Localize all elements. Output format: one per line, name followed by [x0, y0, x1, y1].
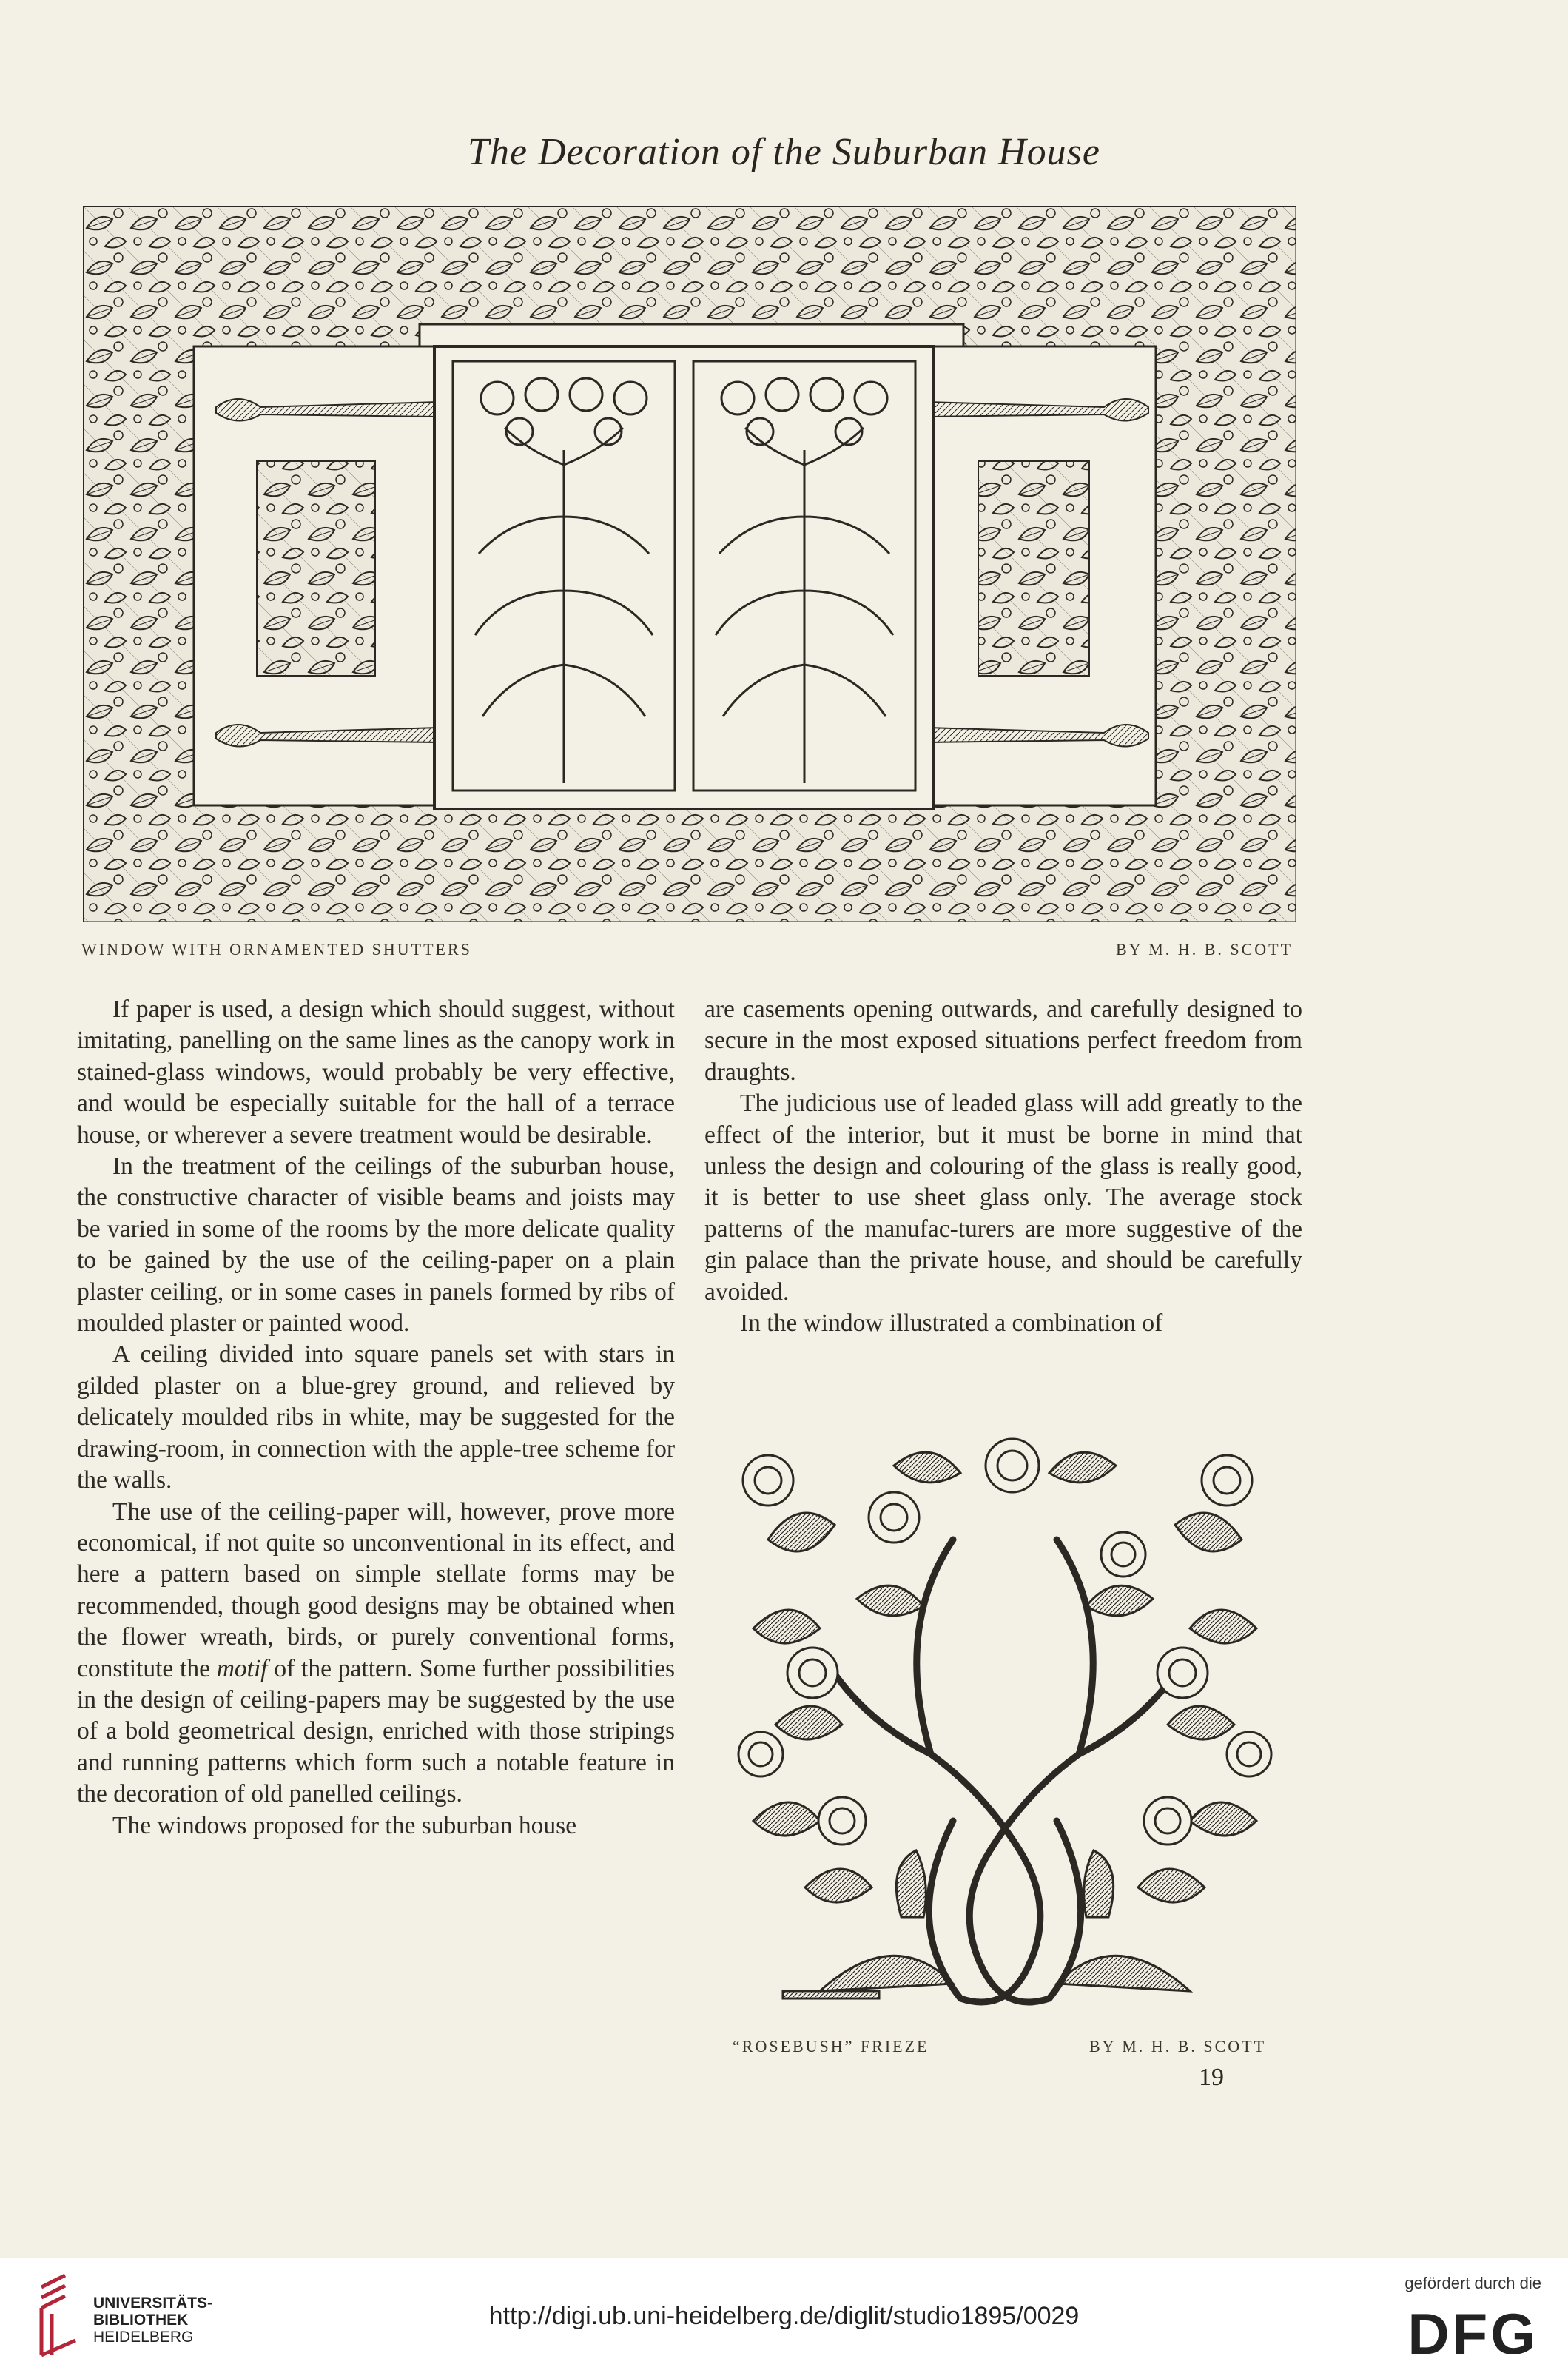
paragraph: In the treatment of the ceilings of the suburban house, the constructive character of visible beams and joists may be varied in some of the rooms by the more delicate quality to be gained by the use of the ceiling-paper on a plain plaster ceiling, or in some cases in panels formed by ribs of moulded plaster or painted wood.: [77, 1152, 675, 1337]
paragraph: The use of the ceiling-paper will, however, prove more economical, if not quite so unconventional in its effect, and here a pattern based on simple stellate forms may be recommended, though good designs may be obtained when the flower wreath, birds, or purely conventional forms, constitute the motif of the pattern. Some further possibilities in the design of ceiling-papers may be suggested by the use of a bold geometrical design, enriched with those stripings and running patterns which form such a notable feature in the decoration of old panelled ceilings.: [77, 1497, 675, 1808]
paragraph: A ceiling divided into square panels set with stars in gilded plaster on a blue-grey ground, and relieved by delicately moulded ribs in white, may be suggested for the drawing-room, in connection with the apple-tree scheme for the walls.: [77, 1340, 675, 1494]
left-text-column: [77, 994, 675, 1842]
figure-caption-credit: BY M. H. B. SCOTT: [1089, 2037, 1267, 2055]
page-number: 19: [1199, 2064, 1224, 2091]
paragraph: are casements opening outwards, and carefully designed to secure in the most exposed situations perfect freedom from draughts.: [704, 996, 1302, 1086]
figure-caption-title: “ROSEBUSH” FRIEZE: [733, 2037, 929, 2055]
digitization-footer: [0, 2258, 1568, 2373]
right-text-column: [704, 994, 1302, 1339]
window-shutters-illustration: [83, 206, 1296, 922]
figure-caption-credit: BY M. H. B. SCOTT: [1116, 940, 1293, 959]
paragraph: The judicious use of leaded glass will add greatly to the effect of the interior, but it must be borne in mind that unless the design and colouring of the glass is really good, it is better to use sheet glass only. The average stock patterns of the manufac-turers are more suggestive of the gin palace than the private house, and should be carefully avoided.: [704, 1090, 1302, 1306]
running-title: The Decoration of the Suburban House: [468, 131, 1100, 173]
paragraph: The windows proposed for the suburban house: [112, 1811, 577, 1839]
library-name: UNIVERSITÄTS- BIBLIOTHEK HEIDELBERG: [93, 2295, 213, 2346]
dfg-logo: DFG: [1407, 2301, 1538, 2366]
rosebush-frieze-illustration: [709, 1406, 1301, 2018]
paragraph: In the window illustrated a combination of: [740, 1309, 1163, 1337]
paragraph: If paper is used, a design which should suggest, without imitating, panelling on the same lines as the canopy work in stained-glass windows, would probably be very effective, and would be especially suitable for the hall of a terrace house, or wherever a severe treatment would be desirable.: [77, 996, 675, 1149]
source-url-link[interactable]: http://digi.ub.uni-heidelberg.de/diglit/studio1895/0029: [488, 2302, 1080, 2330]
funded-by-label: gefördert durch die: [1404, 2274, 1541, 2292]
figure-caption-title: WINDOW WITH ORNAMENTED SHUTTERS: [81, 940, 472, 959]
